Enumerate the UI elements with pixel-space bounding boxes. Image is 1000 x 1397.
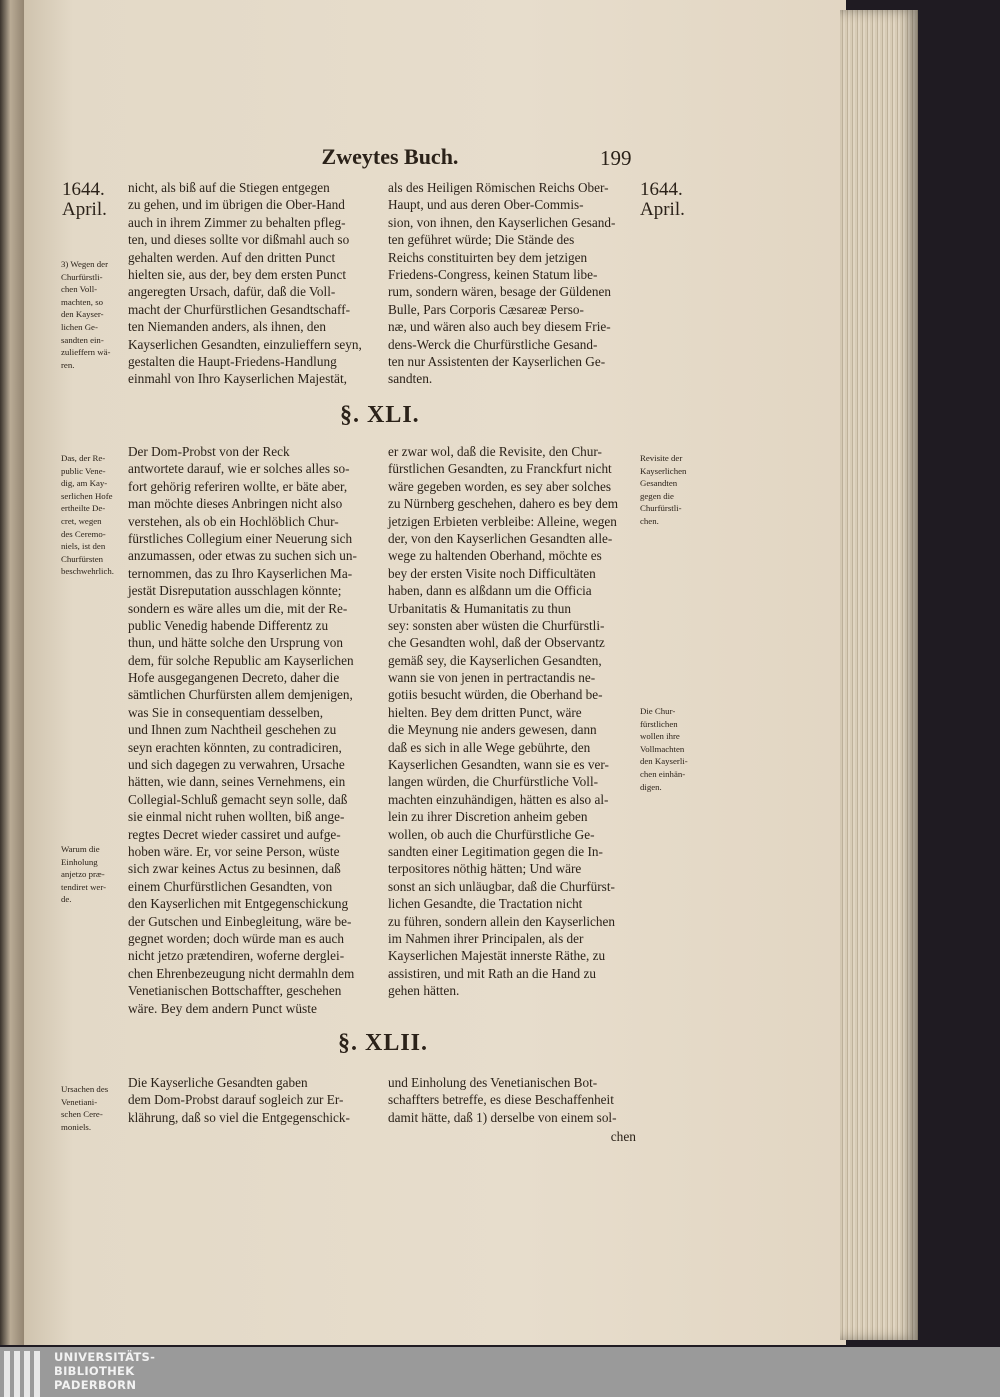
running-head: Zweytes Buch. [321, 144, 459, 169]
margin-note-line: 3) Wegen der [61, 259, 109, 269]
margin-note-line: serlichen Hofe [61, 490, 113, 501]
section-2-left-column [128, 1074, 376, 1126]
text-line: Friedens-Congress, keinen Statum libe- [388, 266, 598, 282]
margin-note-line: schen Cere- [61, 1109, 103, 1120]
margin-note [61, 258, 123, 371]
text-line: wann sie von jenen in pertractandis ne- [388, 670, 596, 686]
text-line: sämtlichen Churfürsten allem demjenigen, [128, 687, 353, 703]
text-line: was Sie in consequentiam desselben, [128, 704, 324, 720]
text-line: sonst an sich unläugbar, daß die Churfürst- [388, 878, 615, 894]
section-0-right-column [388, 179, 636, 388]
text-line: macht der Churfürstlichen Gesandtschaff- [128, 301, 351, 317]
text-line: che Gesandten wohl, daß der Observantz [388, 635, 605, 651]
text-line: zu Nürnberg geschehen, dahero es bey dem [388, 496, 619, 512]
margin-note-line: Ursachen des [61, 1084, 109, 1094]
library-name-line: UNIVERSITÄTS- [54, 1350, 156, 1364]
text-line: einem Churfürstlichen Gesandten, von [128, 878, 333, 894]
margin-note [61, 1083, 123, 1133]
text-line: rum, sondern wären, besage der Güldenen [388, 284, 611, 300]
margin-date-right [640, 180, 685, 220]
margin-year: 1644. [62, 179, 105, 200]
text-line: schaffters betreffe, es diese Beschaffenheit [388, 1092, 614, 1108]
text-line: Kayserlichen Gesandten, einzulieffern seyn, [128, 336, 362, 352]
text-line: langen würden, die Churfürstliche Voll- [388, 774, 599, 790]
text-line: haben, dann es alßdann um die Officia [388, 583, 592, 599]
margin-note-line: Churfürstli- [61, 271, 103, 282]
text-line: fürstliches Collegium einer Neuerung sich [128, 530, 353, 546]
text-line: chen Ehrenbezeugung nicht dermahln dem [128, 965, 355, 981]
section-0-left-column [128, 179, 376, 388]
margin-note-line: den Kayser- [61, 309, 104, 320]
text-line: seyn erachten könnten, zu contradiciren, [128, 739, 342, 755]
text-line: Kayserlichen Majestät innerste Räthe, zu [388, 948, 606, 964]
margin-note-line: Warum die [61, 844, 100, 854]
text-line: Der Dom-Probst von der Reck [128, 444, 290, 459]
text-line: bey der ersten Visite noch Difficultäten [388, 565, 596, 581]
text-line: fürstlichen Gesandten, zu Franckfurt nicht [388, 461, 612, 477]
catchword: chen [610, 1129, 636, 1144]
text-line: ten geführet würde; Die Stände des [388, 232, 575, 248]
text-line: dem, für solche Republic am Kayserlichen [128, 652, 354, 668]
text-line: Haupt, und aus deren Ober-Commis- [388, 197, 584, 213]
margin-note-line: Churfürsten [61, 553, 104, 564]
margin-note-line: anjetzo præ- [61, 869, 105, 880]
text-line: Reichs constituirten bey dem jetzigen [388, 249, 588, 265]
text-line: sandten einer Legitimation gegen die In- [388, 843, 603, 859]
text-line: ten nur Assistenten der Kayserlichen Ge- [388, 353, 606, 369]
text-line: und sich dagegen zu verwahren, Ursache [128, 757, 345, 773]
margin-note-line: Vollmachten [640, 743, 685, 754]
text-line: dem Dom-Probst darauf sogleich zur Er- [128, 1092, 344, 1108]
text-line: lichen Gesandte, die Tractation nicht [388, 896, 583, 912]
text-line: hielten sie, aus der, bey dem ersten Punct [128, 266, 347, 282]
text-line: public Venedig habende Differentz zu [128, 617, 329, 633]
text-line: antwortete darauf, wie er solches alles so- [128, 461, 350, 477]
margin-note-line: den Kayserli- [640, 756, 688, 767]
section-1-left-column [128, 443, 376, 1017]
margin-month: April. [640, 199, 685, 220]
margin-note-line: gegen die [640, 490, 674, 501]
text-line: und Ihnen zum Nachtheil geschehen zu [128, 722, 337, 738]
text-line: gestalten die Haupt-Friedens-Handlung [128, 353, 337, 369]
margin-note [61, 843, 123, 906]
text-line: Bulle, Pars Corporis Cæsareæ Perso- [388, 301, 584, 317]
text-line: lein zu ihrer Discretion anheim geben [388, 809, 588, 825]
text-line: klährung, daß so viel die Entgegenschick- [128, 1109, 350, 1125]
text-line: machten einzuhändigen, hätten es also al- [388, 791, 609, 807]
text-line: daß es sich in alle Wege gebührte, den [388, 739, 591, 755]
text-line: Kayserlichen Gesandten, wann sie es ver- [388, 757, 609, 773]
library-name-line: PADERBORN [54, 1378, 137, 1392]
text-line: regtes Decret wieder cassiret und aufge- [128, 826, 341, 842]
margin-note-line: lichen Ge- [61, 321, 98, 332]
text-line: sich zwar keines Actus zu besinnen, daß [128, 861, 341, 877]
margin-note-line: dig, am Kay- [61, 478, 108, 489]
text-line: gegnet worden; doch würde man es auch [128, 930, 345, 946]
text-line: er zwar wol, daß die Revisite, den Chur- [388, 444, 602, 459]
text-line: sandten. [388, 371, 433, 387]
margin-note-line: chen. [640, 515, 659, 526]
library-logo-icon [4, 1351, 40, 1397]
margin-note [640, 705, 702, 793]
text-line: den Kayserlichen mit Entgegenschickung [128, 896, 349, 912]
margin-note-line: Einholung [61, 856, 98, 867]
text-line: zu gehen, und im übrigen die Ober-Hand [128, 197, 345, 213]
margin-note-line: niels, ist den [61, 541, 106, 552]
text-line: wäre. Bey dem andern Punct wüste [128, 1000, 317, 1016]
margin-note-line: Revisite der [640, 453, 683, 463]
text-line: Venetianischen Bottschaffter, geschehen [128, 983, 342, 999]
text-line: dens-Werck die Churfürstliche Gesand- [388, 336, 598, 352]
text-line: wäre gegeben worden, es sey aber solches [388, 478, 611, 494]
text-line: damit hätte, daß 1) derselbe von einem sol- [388, 1109, 617, 1125]
text-line: als des Heiligen Römischen Reichs Ober- [388, 180, 609, 195]
margin-note-line: ren. [61, 359, 75, 370]
page-number: 199 [600, 146, 632, 170]
text-line: hätten, wie dann, seines Vernehmens, ein [128, 774, 346, 790]
section-1-right-column [388, 443, 636, 1000]
margin-note-line: Das, der Re- [61, 453, 106, 463]
text-line: sondern es wäre alles um die, mit der Re- [128, 600, 348, 616]
text-line: verstehen, als ob ein Hochlöblich Chur- [128, 513, 339, 529]
text-line: Urbanitatis & Humanitatis zu thun [388, 600, 571, 616]
margin-note [640, 452, 702, 528]
margin-year: 1644. [640, 179, 683, 200]
library-name-line: BIBLIOTHEK [54, 1364, 135, 1378]
text-line: Collegial-Schluß gemacht seyn solle, daß [128, 791, 348, 807]
text-line: fort gehörig referiren wollte, er bäte aber, [128, 478, 348, 494]
margin-note-line: wollen ihre [640, 731, 680, 742]
text-line: und Einholung des Venetianischen Bot- [388, 1075, 598, 1090]
margin-month: April. [62, 199, 107, 220]
text-line: zu führen, sondern allein den Kayserlichen [388, 913, 616, 929]
page-block-edges [840, 10, 918, 1340]
margin-note-line: Kayserlichen [640, 465, 687, 476]
text-line: thun, und hätte solche den Ursprung von [128, 635, 343, 651]
margin-date-left [62, 180, 107, 220]
text-line: assistiren, und mit Rath an die Hand zu [388, 965, 596, 981]
text-line: anzumassen, oder etwas zu suchen sich un- [128, 548, 357, 564]
margin-note [61, 452, 123, 578]
text-line: man möchte dieses Anbringen nicht also [128, 496, 343, 512]
text-line: nicht jetzo prætendiren, woferne derglei- [128, 948, 345, 964]
text-line: die Meynung nie anders gewesen, dann [388, 722, 597, 738]
text-line: auch in ihrem Zimmer zu behalten pfleg- [128, 214, 346, 230]
margin-note-line: de. [61, 894, 72, 905]
text-line: hielten. Bey dem dritten Punct, wäre [388, 704, 582, 720]
margin-note-line: tendiret wer- [61, 881, 107, 892]
margin-note-line: ertheilte De- [61, 503, 106, 514]
text-line: jetzigen Erbieten verbleibe: Alleine, wegen [388, 513, 617, 529]
margin-note-line: Die Chur- [640, 706, 676, 716]
text-line: ten Niemanden anders, als ihnen, den [128, 319, 327, 335]
text-line: gehen hätten. [388, 983, 460, 999]
margin-note-line: zulieffern wä- [61, 347, 111, 358]
text-line: Die Kayserliche Gesandten gaben [128, 1075, 308, 1090]
margin-note-line: digen. [640, 781, 662, 792]
margin-note-line: chen Voll- [61, 284, 98, 295]
margin-note-line: Churfürstli- [640, 503, 682, 514]
text-line: sie einmal nicht ruhen wollten, biß ange- [128, 809, 345, 825]
margin-note-line: sandten ein- [61, 334, 104, 345]
section-heading-xlii: §. XLII. [338, 1030, 429, 1056]
margin-note-line: machten, so [61, 296, 104, 307]
text-line: jestät Disreputation ausschlagen könnte; [128, 583, 342, 599]
text-line: næ, und wären also auch bey diesem Frie- [388, 319, 611, 335]
library-name [54, 1350, 155, 1392]
text-line: der Gutschen und Einbegleitung, wäre be- [128, 913, 352, 929]
text-line: gemäß sey, die Kayserlichen Gesandten, [388, 652, 602, 668]
margin-note-line: Venetiani- [61, 1096, 98, 1107]
margin-note-line: beschwehrlich. [61, 566, 115, 577]
margin-note-line: cret, wegen [61, 515, 102, 526]
text-line: sey: sonsten aber wüsten die Churfürstli- [388, 617, 605, 633]
adjacent-page-edge [0, 0, 26, 1345]
library-footer [0, 1347, 1000, 1397]
text-line: angeregten Ursach, dafür, daß die Voll- [128, 284, 336, 300]
margin-note-line: des Ceremo- [61, 528, 106, 539]
margin-note-line: moniels. [61, 1121, 92, 1132]
section-2-right-column [388, 1074, 636, 1126]
text-line: hoben wäre. Er, vor seine Person, wüste [128, 843, 340, 859]
margin-note-line: chen einhän- [640, 768, 686, 779]
text-line: wege zu haltenden Oberhand, möchte es [388, 548, 602, 564]
section-heading-xli: §. XLI. [340, 402, 420, 428]
text-line: gotiis besucht würden, die Oberhand be- [388, 687, 603, 703]
text-line: sion, von ihnen, den Kayserlichen Gesand- [388, 214, 616, 230]
text-line: wollen, ob auch die Churfürstliche Ge- [388, 826, 595, 842]
text-line: gehalten werden. Auf den dritten Punct [128, 249, 336, 265]
text-line: Hofe ausgegangenen Decreto, daher die [128, 670, 340, 686]
margin-note-line: public Vene- [61, 465, 106, 476]
margin-note-line: fürstlichen [640, 718, 678, 729]
margin-note-line: Gesandten [640, 478, 678, 489]
text-line: terpositores nöthig hätten; Und wäre [388, 861, 582, 877]
text-line: ten, und dieses sollte vor dißmahl auch so [128, 232, 350, 248]
text-line: im Nahmen ihrer Principalen, als der [388, 930, 584, 946]
text-line: einmahl von Ihro Kayserlichen Majestät, [128, 371, 348, 387]
text-line: der, von den Kayserlichen Gesandten alle- [388, 530, 613, 546]
text-line: ternommen, das zu Ihro Kayserlichen Ma- [128, 565, 353, 581]
text-line: nicht, als biß auf die Stiegen entgegen [128, 180, 330, 195]
